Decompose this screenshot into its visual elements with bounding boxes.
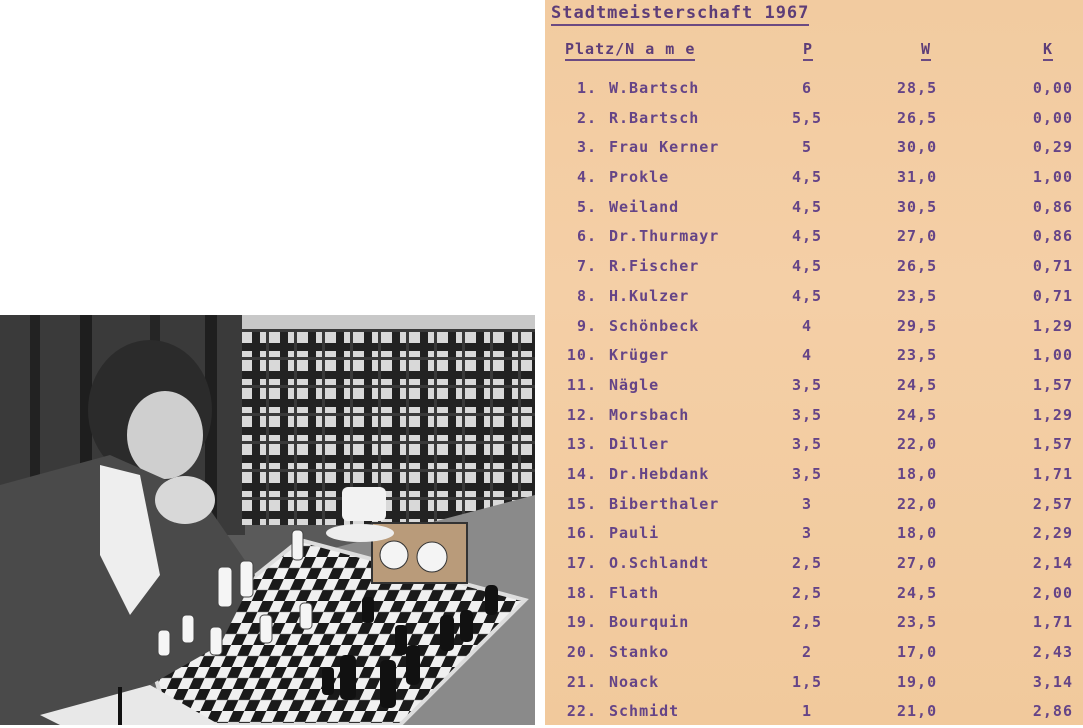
cell-name: W.Bartsch	[609, 79, 700, 97]
chess-player-photo	[0, 315, 535, 725]
table-row	[545, 431, 1083, 461]
cell-p: 4,5	[791, 168, 823, 187]
cell-name: Krüger	[609, 346, 670, 365]
cell-rank: 9.	[576, 316, 597, 335]
cell-k: 2,14	[1032, 554, 1073, 572]
cell-k: 0,86	[1032, 227, 1073, 246]
cell-rank: 21.	[566, 672, 597, 691]
cell-rank: 18.	[566, 583, 597, 602]
cell-rank: 8.	[576, 286, 597, 305]
cell-w: 30,5	[897, 197, 938, 216]
cell-rank: 4.	[576, 168, 597, 187]
cell-name: Stanko	[609, 643, 670, 662]
cell-w: 24,5	[897, 375, 938, 394]
standings-document	[545, 0, 1083, 725]
cell-w: 28,5	[897, 79, 938, 97]
cell-k: 1,00	[1032, 346, 1073, 365]
cell-p: 1	[801, 702, 813, 721]
cell-name: H.Kulzer	[609, 286, 690, 305]
cell-w: 18,0	[897, 524, 938, 543]
cell-p: 3,5	[791, 405, 823, 424]
cell-rank: 11.	[566, 375, 597, 394]
cell-p: 2,5	[791, 613, 823, 632]
cell-w: 24,5	[897, 405, 938, 424]
cell-p: 5	[801, 138, 813, 157]
cell-k: 1,29	[1032, 316, 1073, 335]
cell-name: O.Schlandt	[609, 554, 710, 572]
cell-w: 29,5	[897, 316, 938, 335]
photo-illustration	[0, 315, 535, 725]
cell-w: 22,0	[897, 494, 938, 513]
cell-name: Noack	[609, 672, 660, 691]
table-row	[545, 580, 1083, 610]
cell-name: Prokle	[609, 168, 670, 187]
cell-k: 1,29	[1032, 405, 1073, 424]
cell-w: 27,0	[897, 554, 938, 572]
cell-name: Dr.Thurmayr	[609, 227, 720, 246]
cell-rank: 13.	[566, 435, 597, 454]
cell-name: Biberthaler	[609, 494, 720, 513]
table-row	[545, 223, 1083, 253]
table-row	[545, 402, 1083, 432]
cell-k: 2,29	[1032, 524, 1073, 543]
cell-p: 3	[801, 494, 813, 513]
cell-w: 22,0	[897, 435, 938, 454]
header-w-text: W	[921, 40, 931, 61]
cell-k: 2,57	[1032, 494, 1073, 513]
cell-name: Schmidt	[609, 702, 680, 721]
cell-rank: 20.	[566, 643, 597, 662]
cell-p: 1,5	[791, 672, 823, 691]
cell-k: 0,00	[1032, 108, 1073, 127]
table-row	[545, 253, 1083, 283]
table-row	[545, 283, 1083, 313]
cell-rank: 5.	[576, 197, 597, 216]
cell-p: 4,5	[791, 227, 823, 246]
cell-rank: 7.	[576, 257, 597, 276]
cell-name: Pauli	[609, 524, 660, 543]
table-row	[545, 194, 1083, 224]
cell-w: 23,5	[897, 286, 938, 305]
cell-rank: 10.	[566, 346, 597, 365]
cell-rank: 1.	[576, 79, 597, 97]
cell-k: 3,14	[1032, 672, 1073, 691]
cell-name: Flath	[609, 583, 660, 602]
cell-p: 3,5	[791, 375, 823, 394]
cell-name: Weiland	[609, 197, 680, 216]
cell-p: 5,5	[791, 108, 823, 127]
cell-p: 4,5	[791, 286, 823, 305]
cell-w: 18,0	[897, 464, 938, 483]
header-p	[803, 40, 813, 58]
cell-p: 2,5	[791, 554, 823, 572]
cell-rank: 16.	[566, 524, 597, 543]
cell-k: 1,71	[1032, 464, 1073, 483]
header-w	[921, 40, 931, 58]
table-row	[545, 491, 1083, 521]
cell-w: 19,0	[897, 672, 938, 691]
cell-k: 1,00	[1032, 168, 1073, 187]
cell-p: 4	[801, 346, 813, 365]
cell-rank: 14.	[566, 464, 597, 483]
cell-w: 21,0	[897, 702, 938, 721]
cell-w: 26,5	[897, 108, 938, 127]
header-platz-name	[565, 40, 695, 58]
cell-name: R.Fischer	[609, 257, 700, 276]
cell-p: 4,5	[791, 257, 823, 276]
cell-p: 4	[801, 316, 813, 335]
table-row	[545, 313, 1083, 343]
cell-k: 0,71	[1032, 286, 1073, 305]
cell-rank: 15.	[566, 494, 597, 513]
cell-rank: 6.	[576, 227, 597, 246]
cell-name: Diller	[609, 435, 670, 454]
cell-w: 23,5	[897, 346, 938, 365]
cell-w: 26,5	[897, 257, 938, 276]
cell-k: 1,57	[1032, 375, 1073, 394]
cell-name: Frau Kerner	[609, 138, 720, 157]
cell-k: 0,00	[1032, 79, 1073, 97]
header-p-text: P	[803, 40, 813, 61]
cell-name: Nägle	[609, 375, 660, 394]
table-row	[545, 372, 1083, 402]
cell-p: 6	[801, 79, 813, 97]
cell-w: 17,0	[897, 643, 938, 662]
cell-name: R.Bartsch	[609, 108, 700, 127]
cell-w: 23,5	[897, 613, 938, 632]
standings-table	[545, 75, 1083, 728]
table-row	[545, 609, 1083, 639]
cell-p: 2	[801, 643, 813, 662]
table-row	[545, 75, 1083, 105]
cell-rank: 19.	[566, 613, 597, 632]
cell-k: 2,43	[1032, 643, 1073, 662]
table-row	[545, 342, 1083, 372]
cell-rank: 12.	[566, 405, 597, 424]
cell-p: 4,5	[791, 197, 823, 216]
table-row	[545, 669, 1083, 699]
cell-p: 3,5	[791, 435, 823, 454]
cell-k: 1,71	[1032, 613, 1073, 632]
cell-name: Bourquin	[609, 613, 690, 632]
cell-p: 2,5	[791, 583, 823, 602]
table-row	[545, 698, 1083, 728]
table-row	[545, 134, 1083, 164]
cell-w: 31,0	[897, 168, 938, 187]
cell-k: 1,57	[1032, 435, 1073, 454]
table-row	[545, 164, 1083, 194]
cell-k: 0,71	[1032, 257, 1073, 276]
cell-name: Dr.Hebdank	[609, 464, 710, 483]
cell-rank: 3.	[576, 138, 597, 157]
cell-k: 2,00	[1032, 583, 1073, 602]
cell-w: 24,5	[897, 583, 938, 602]
cell-p: 3	[801, 524, 813, 543]
table-row	[545, 520, 1083, 550]
cell-rank: 17.	[566, 554, 597, 572]
table-row	[545, 461, 1083, 491]
cell-rank: 22.	[566, 702, 597, 721]
header-platz-name-text: Platz/N a m e	[565, 40, 695, 61]
table-row	[545, 105, 1083, 135]
cell-rank: 2.	[576, 108, 597, 127]
cell-name: Schönbeck	[609, 316, 700, 335]
table-row	[545, 550, 1083, 580]
cell-w: 30,0	[897, 138, 938, 157]
cell-name: Morsbach	[609, 405, 690, 424]
table-row	[545, 639, 1083, 669]
cell-k: 2,86	[1032, 702, 1073, 721]
cell-k: 0,29	[1032, 138, 1073, 157]
document-title: Stadtmeisterschaft 1967	[551, 3, 809, 26]
header-k	[1043, 40, 1053, 58]
header-k-text: K	[1043, 40, 1053, 61]
cell-k: 0,86	[1032, 197, 1073, 216]
cell-w: 27,0	[897, 227, 938, 246]
cell-p: 3,5	[791, 464, 823, 483]
